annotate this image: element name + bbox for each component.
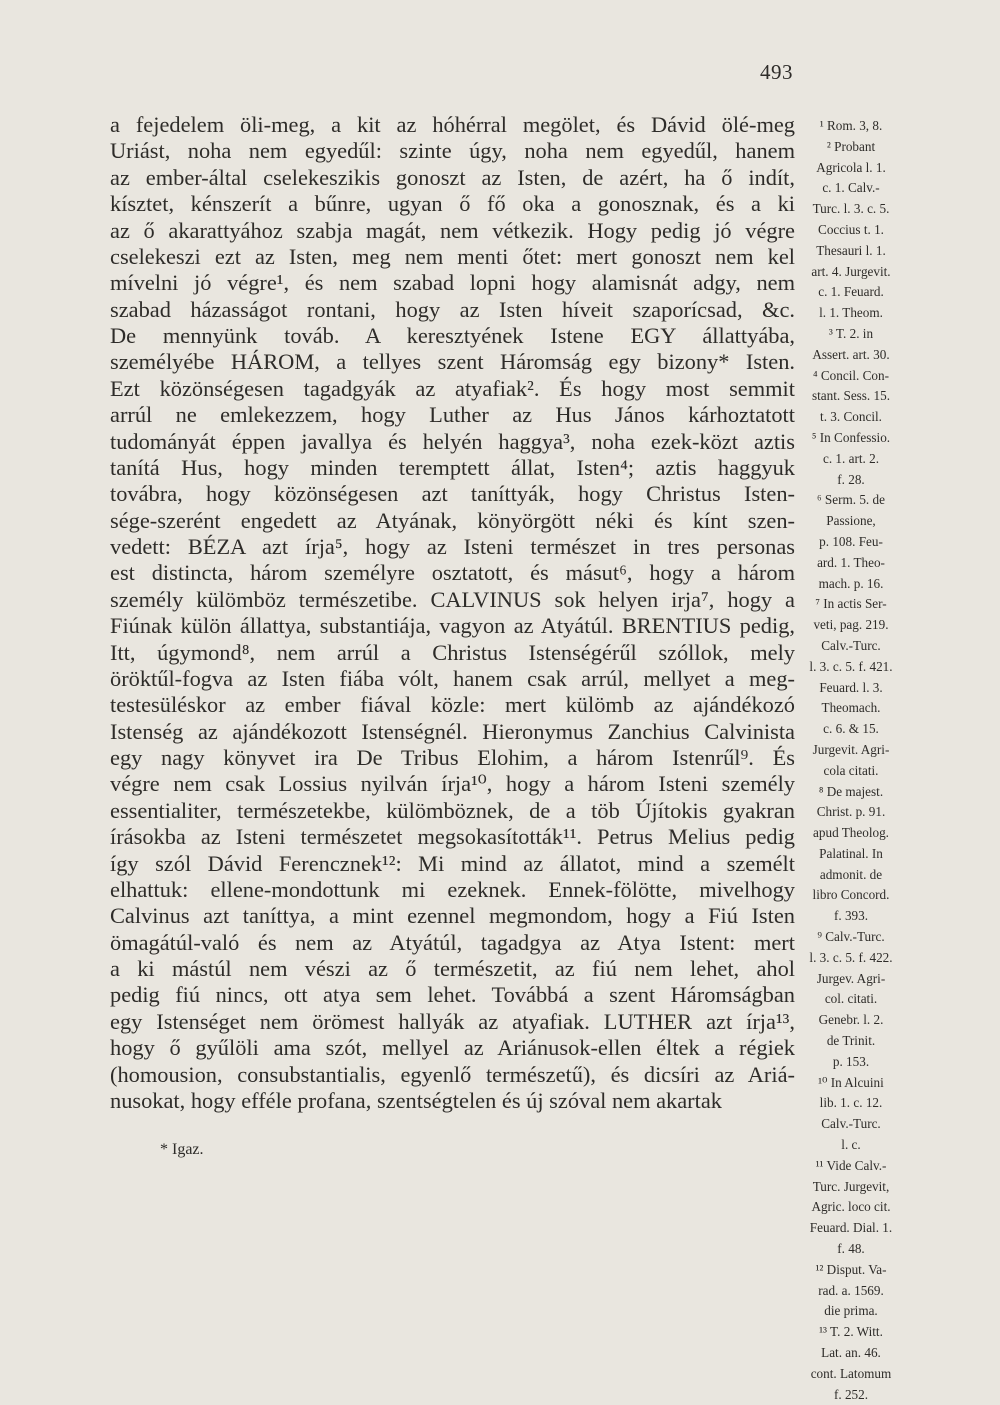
margin-note: c. 6. & 15. xyxy=(823,721,879,737)
margin-note: Calv.-Turc. xyxy=(821,637,881,653)
text-line: Uriást, noha nem egyedűl: szinte úgy, noha nem egyedűl, hanem xyxy=(110,138,795,164)
margin-note: Calv.-Turc. xyxy=(821,1116,881,1132)
margin-note: mach. p. 16. xyxy=(818,575,884,591)
footnote: * Igaz. xyxy=(160,1141,204,1158)
text-line: Itt, úgymond⁸, nem arrúl a Christus Istenségérűl szóllok, mely xyxy=(110,639,795,665)
text-line: személy külömböz természetibe. CALVINUS sok helyen irja⁷, hogy a xyxy=(110,586,795,612)
text-line: (homousion, consubstantialis, egyenlő természetű), és dicsíri az Ariá- xyxy=(110,1061,795,1087)
margin-note: ¹² Disput. Va- xyxy=(815,1261,887,1277)
margin-note: apud Theolog. xyxy=(813,825,889,841)
text-line: a ki mástúl nem vészi az ő természetit, az fiú nem lehet, ahol xyxy=(110,956,795,981)
margin-note: col. citati. xyxy=(824,991,878,1007)
text-line: egy nagy könyvet ira De Tribus Elohim, a három Istenrűl⁹. És xyxy=(110,745,795,770)
margin-note: ⁸ De majest. xyxy=(818,783,884,799)
text-line: tanítá Hus, hogy minden teremptett állat, Isten⁴; aztis haggyuk xyxy=(110,454,795,480)
margin-note: veti, pag. 219. xyxy=(813,617,889,633)
margin-note: Genebr. l. 2. xyxy=(818,1012,884,1028)
text-line: sége-szerént engedett az Atyának, könyörgött néki és kínt szen- xyxy=(110,507,795,533)
margin-note: cola citati. xyxy=(823,762,879,778)
margin-note: ² Probant xyxy=(826,138,876,154)
margin-note: t. 3. Concil. xyxy=(820,409,882,425)
text-line: arrúl ne emlekezzem, hogy Luther az Hus János kárhoztatott xyxy=(110,402,795,428)
margin-note: ard. 1. Theo- xyxy=(817,554,885,570)
page-number: 493 xyxy=(760,60,793,84)
margin-note: stant. Sess. 15. xyxy=(811,388,891,404)
text-line: Ezt közönségesen tagadgyák az atyafiak². És hogy most semmit xyxy=(110,375,795,401)
text-line: hogy ő gyűlöli ama szót, mellyel az Ariánusok-ellen éltek a régiek xyxy=(110,1035,795,1061)
margin-note: Agric. loco cit. xyxy=(811,1199,891,1215)
text-line: testesüléskor az ember fiával közle: mert külömb az ajándékozó xyxy=(110,692,795,718)
margin-note: ¹⁰ In Alcuini xyxy=(818,1074,884,1090)
text-line: cselekeszi ezt az Isten, meg nem menti őtet: mert gonoszt nem kel xyxy=(110,243,795,269)
margin-note: lib. 1. c. 12. xyxy=(819,1095,883,1111)
text-line: szabad házasságot rontani, hogy az Isten híveit szaporícsad, &c. xyxy=(110,296,795,322)
text-line: a fejedelem öli-meg, a kit az hóhérral megölet, és Dávid ölé-meg xyxy=(110,112,795,137)
margin-note: Thesauri l. 1. xyxy=(816,242,886,258)
text-line: ömagátúl-való és nem az Atyátúl, tagadgya az Atya Istent: mert xyxy=(110,929,795,955)
margin-note: c. 1. Feuard. xyxy=(818,284,884,300)
margin-note: die prima. xyxy=(824,1303,878,1319)
margin-note: Palatinal. In xyxy=(819,845,883,861)
margin-note: f. 393. xyxy=(833,908,869,924)
margin-note: p. 153. xyxy=(832,1053,870,1069)
margin-note: ³ T. 2. in xyxy=(828,325,874,341)
margin-note: Feuard. Dial. 1. xyxy=(809,1220,893,1236)
text-line: írásokba az Isteni természetet megsokasították¹¹. Petrus Melius pedig xyxy=(110,824,795,850)
margin-note: ¹ Rom. 3, 8. xyxy=(819,118,883,133)
text-line: az ő akarattyához szabja magát, nem vétkezik. Hogy pedig jó végre xyxy=(110,217,795,243)
text-line: az ember-által cselekeszikis gonoszt az Isten, de azért, ha ő indít, xyxy=(110,164,795,190)
text-line: személyébe HÁROM, a tellyes szent Háromság egy bizony* Isten. xyxy=(110,349,795,375)
text-line: továbra, hogy közönségesen azt taníttyák, hogy Christus Isten- xyxy=(110,481,795,507)
text-line: De mennyünk továb. A keresztyének Istene EGY állattyába, xyxy=(110,323,795,348)
text-line: kísztet, kénszerít a bűnre, ugyan ő fő oka a gonosznak, és a ki xyxy=(110,191,795,217)
margin-note: Feuard. l. 3. xyxy=(819,679,883,695)
text-line: öröktűl-fogva az Isten fiába vólt, hanem csak arrúl, mellyet a meg- xyxy=(110,665,795,691)
text-line: essentialiter, természetekbe, külömböznek, de a töb Újítokis gyakran xyxy=(110,797,795,823)
margin-note: ⁵ In Confessio. xyxy=(811,429,891,445)
margin-note: ¹³ T. 2. Witt. xyxy=(819,1324,883,1340)
margin-note: Christ. p. 91. xyxy=(816,804,886,820)
margin-note: l. 1. Theom. xyxy=(819,305,883,321)
margin-note: Lat. an. 46. xyxy=(821,1345,881,1361)
margin-note: Passione, xyxy=(826,513,876,529)
text-line: tudományát éppen javallya és helyén haggya³, noha ezek-közt aztis xyxy=(110,428,795,454)
margin-note: rad. a. 1569. xyxy=(818,1282,884,1298)
text-line: nusokat, hogy efféle profana, szentségtelen és új szóval nem akartak xyxy=(110,1087,722,1113)
margin-note: libro Concord. xyxy=(812,887,890,903)
margin-note: Coccius t. 1. xyxy=(818,221,884,237)
margin-note: c. 1. art. 2. xyxy=(822,450,880,466)
text-line: mívelni jó végre¹, és nem szabad lopni hogy alamisnát adgy, nem xyxy=(110,270,795,296)
margin-note: ¹¹ Vide Calv.- xyxy=(815,1157,887,1173)
margin-note: l. 3. c. 5. f. 421. xyxy=(809,658,893,674)
margin-note: Jurgev. Agri- xyxy=(816,970,886,986)
text-line: Fiúnak külön állattya, substantiája, vagyon az Atyátúl. BRENTIUS pedig, xyxy=(110,613,795,639)
margin-note: ⁶ Serm. 5. de xyxy=(817,492,885,508)
margin-note: f. 28. xyxy=(837,471,865,487)
margin-note: Jurgevit. Agri- xyxy=(812,741,890,757)
margin-note: ⁷ In actis Ser- xyxy=(815,596,887,612)
margin-note: art. 4. Jurgevit. xyxy=(811,263,891,279)
text-line: végre nem csak Lossius nyilván írja¹⁰, hogy a három Isteni személy xyxy=(110,771,795,797)
margin-note: cont. Latomum xyxy=(810,1365,892,1381)
margin-note: p. 108. Feu- xyxy=(819,533,883,549)
text-line: így szól Dávid Ferencznek¹²: Mi mind az állatot, mind a személt xyxy=(110,850,795,876)
text-line: egy Istenséget nem örömest hallyák az atyafiak. LUTHER azt írja¹³, xyxy=(110,1008,795,1034)
margin-note: ⁹ Calv.-Turc. xyxy=(817,929,885,945)
margin-note: f. 48. xyxy=(837,1241,865,1257)
margin-note: Theomach. xyxy=(821,700,881,716)
margin-note: admonit. de xyxy=(819,866,883,882)
margin-note: c. 1. Calv.- xyxy=(822,180,880,196)
text-line: vedett: BÉZA azt írja⁵, hogy az Isteni természet in tres personas xyxy=(110,534,795,559)
text-line: Istenség az ajándékozott Istenségnél. Hieronymus Zanchius Calvinista xyxy=(110,718,795,744)
text-line: est distincta, három személyre osztatott, és másut⁶, hogy a három xyxy=(110,560,795,586)
body-text xyxy=(110,112,795,1114)
text-line: elhattuk: ellene-mondottunk mi ezeknek. Ennek-fölötte, mivelhogy xyxy=(110,876,795,902)
margin-note: Turc. Jurgevit, xyxy=(812,1178,890,1194)
text-line: Calvinus azt taníttya, a mint ezennel megmondom, hogy a Fiú Isten xyxy=(110,903,795,929)
margin-note: l. 3. c. 5. f. 422. xyxy=(809,949,893,965)
margin-note: l. c. xyxy=(841,1137,861,1153)
margin-note: Turc. l. 3. c. 5. xyxy=(812,201,890,217)
margin-notes xyxy=(795,116,907,1405)
margin-note: de Trinit. xyxy=(826,1033,876,1049)
margin-note: ⁴ Concil. Con- xyxy=(812,367,890,383)
margin-note: Assert. art. 30. xyxy=(812,346,890,362)
margin-note: Agricola l. 1. xyxy=(816,159,886,175)
text-line: pedig fiú nincs, ott atya sem lehet. Továbbá a szent Háromságban xyxy=(110,982,795,1008)
margin-note: f. 252. xyxy=(833,1386,869,1402)
